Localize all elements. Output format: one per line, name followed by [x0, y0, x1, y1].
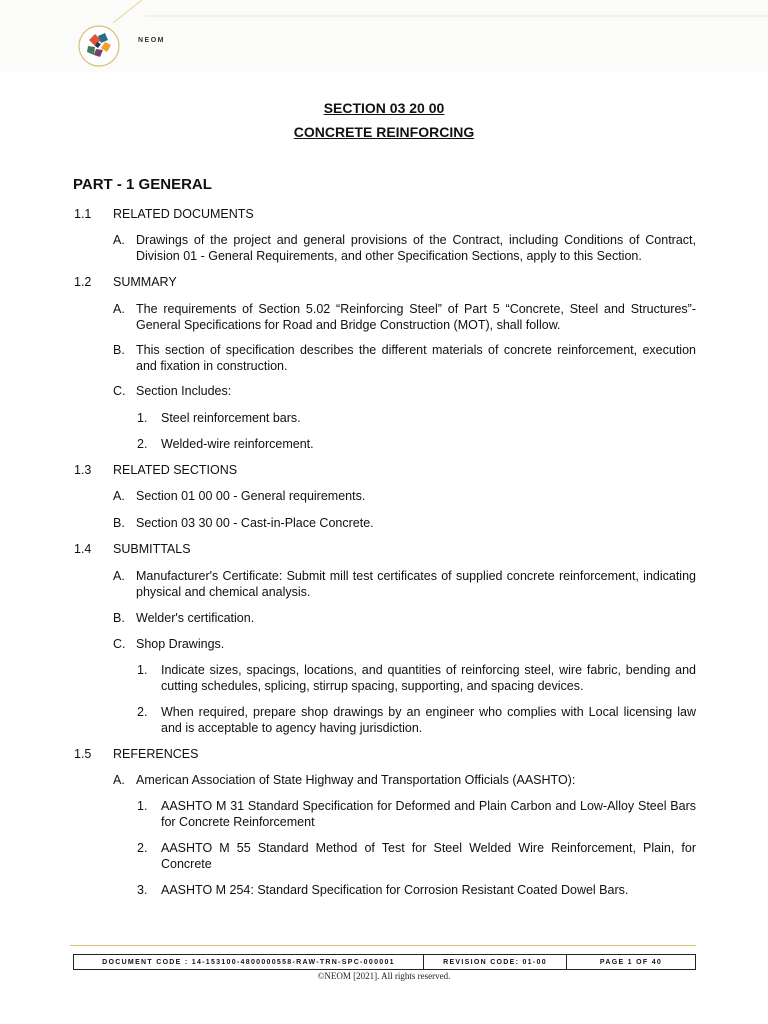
- section-number-1-1: 1.1: [74, 207, 92, 221]
- sub-item-text: When required, prepare shop drawings by an engineer who complies with Local licensing law and is acceptable to agency having jurisdiction.: [161, 705, 696, 735]
- paragraph: Section 01 00 00 - General requirements.: [136, 489, 366, 503]
- sub-item-text: AASHTO M 55 Standard Method of Test for Steel Welded Wire Reinforcement, Plain, for Concrete: [161, 841, 696, 871]
- section-number-1-3: 1.3: [74, 463, 92, 477]
- sub-item-text: Indicate sizes, spacings, locations, and quantities of reinforcing steel, wire fabric, bending and cutting schedules, splicing, stirrup spacing, supporting, and spacing devices.: [161, 663, 696, 693]
- item-letter: A.: [113, 489, 125, 503]
- section-heading-references: REFERENCES: [113, 747, 199, 761]
- item-letter: B.: [113, 516, 125, 530]
- item-letter: A.: [113, 302, 125, 316]
- sub-item-number: 2.: [137, 705, 148, 719]
- section-title: CONCRETE REINFORCING: [293, 124, 475, 140]
- copyright-notice: ©NEOM [2021]. All rights reserved.: [317, 971, 451, 981]
- footer-divider: [70, 945, 696, 946]
- paragraph: Drawings of the project and general provisions of the Contract, including Conditions of Contract, Division 01 - General Requirements, and other Specification Sections, apply to this Section.: [136, 233, 696, 263]
- item-letter: C.: [113, 637, 126, 651]
- sub-item-number: 1.: [137, 799, 148, 813]
- revision-code: REVISION CODE: 01-00: [424, 955, 567, 969]
- paragraph: The requirements of Section 5.02 “Reinforcing Steel” of Part 5 “Concrete, Steel and Structures”- General Specifications for Road and Bridge Construction (MOT), shall follow.: [136, 302, 696, 332]
- paragraph: Section 03 30 00 - Cast-in-Place Concrete.: [136, 516, 374, 530]
- section-heading-summary: SUMMARY: [113, 275, 177, 289]
- brand-name: NEOM: [138, 37, 165, 44]
- paragraph: Shop Drawings.: [136, 637, 225, 651]
- sub-item-number: 1.: [137, 663, 148, 677]
- item-letter: A.: [113, 233, 125, 247]
- paragraph: This section of specification describes the different materials of concrete reinforcement, execution and fixation in construction.: [136, 343, 696, 373]
- item-letter: C.: [113, 384, 126, 398]
- section-heading-related-documents: RELATED DOCUMENTS: [113, 207, 254, 221]
- item-letter: A.: [113, 569, 125, 583]
- header-logo-area: [0, 0, 768, 80]
- sub-item-text: AASHTO M 254: Standard Specification for Corrosion Resistant Coated Dowel Bars.: [161, 883, 629, 897]
- paragraph: Welder's certification.: [136, 611, 255, 625]
- part-title: PART - 1 GENERAL: [73, 176, 212, 193]
- page-number: PAGE 1 OF 40: [599, 958, 663, 966]
- section-number-1-2: 1.2: [74, 275, 92, 289]
- sub-item-number: 1.: [137, 411, 148, 425]
- sub-item-text: AASHTO M 31 Standard Specification for Deformed and Plain Carbon and Low-Alloy Steel Bars for Concrete Reinforcement: [161, 799, 696, 829]
- sub-item-text: Welded-wire reinforcement.: [161, 437, 314, 451]
- paragraph: Section Includes:: [136, 384, 232, 398]
- sub-item-number: 2.: [137, 841, 148, 855]
- section-heading-related-sections: RELATED SECTIONS: [113, 463, 238, 477]
- section-number-1-4: 1.4: [74, 542, 92, 556]
- sub-item-text: Steel reinforcement bars.: [161, 411, 301, 425]
- item-letter: B.: [113, 343, 125, 357]
- paragraph: American Association of State Highway and Transportation Officials (AASHTO):: [136, 773, 576, 787]
- item-letter: B.: [113, 611, 125, 625]
- section-heading-submittals: SUBMITTALS: [113, 542, 191, 556]
- paragraph: Manufacturer's Certificate: Submit mill test certificates of supplied concrete reinforcement, indicating physical and chemical analysis.: [136, 569, 696, 599]
- neom-logo-icon: [0, 0, 768, 80]
- footer-info-table: [73, 954, 696, 970]
- sub-item-number: 3.: [137, 883, 148, 897]
- sub-item-number: 2.: [137, 437, 148, 451]
- section-number-1-5: 1.5: [74, 747, 92, 761]
- section-number: SECTION 03 20 00: [323, 100, 445, 116]
- document-code: DOCUMENT CODE : 14-153100-4800000558-RAW-TRN-SPC-000001: [74, 955, 424, 969]
- item-letter: A.: [113, 773, 125, 787]
